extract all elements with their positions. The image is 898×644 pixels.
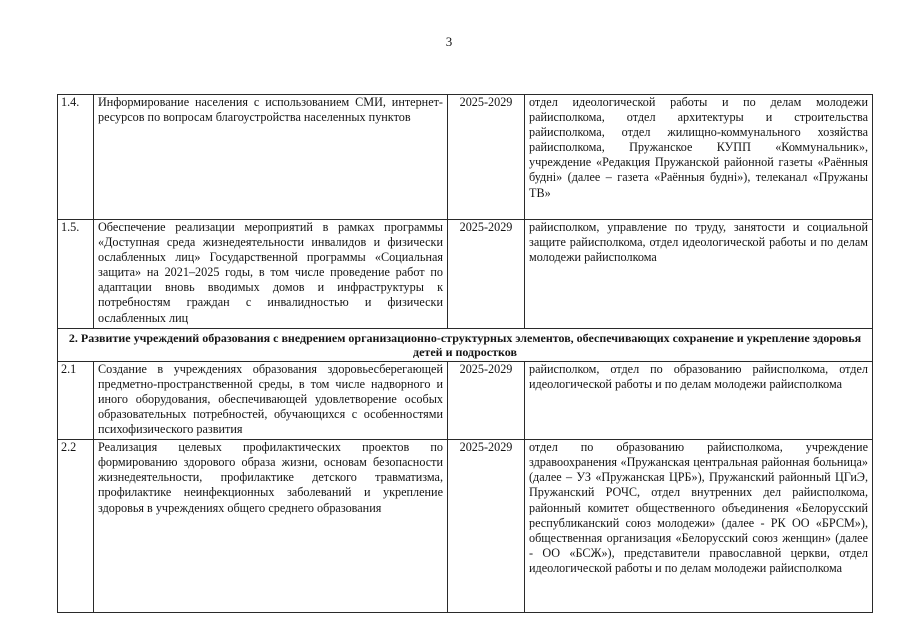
period: 2025-2029 xyxy=(448,440,525,613)
period: 2025-2029 xyxy=(448,95,525,220)
responsible-parties: райисполком, управление по труду, занятости и социальной защите райисполкома, отдел идеологической работы и по делам молодежи райисполкома xyxy=(525,220,873,329)
table-row xyxy=(58,361,873,439)
period: 2025-2029 xyxy=(448,361,525,439)
activity-description: Обеспечение реализации мероприятий в рамках программы «Доступная среда жизнедеятельности инвалидов и физически ослабленных лиц» Государственной программы «Социальная защита» на 2021–2025 годы, в том числе проведение работ по адаптации вновь вводимых домов и инфраструктуры к потребностям граждан с инвалидностью и физически ослабленных лиц xyxy=(94,220,448,329)
responsible-parties: отдел идеологической работы и по делам молодежи райисполкома, отдел архитектуры и строительства райисполкома, отдел жилищно-коммунального хозяйства райисполкома, Пружанское КУПП «Коммунальник», учреждение «Редакция Пружанской районной газеты «Раённыя будні» (далее – газета «Раённыя будні»), телеканал «Пружаны ТВ» xyxy=(525,95,873,220)
row-number: 1.5. xyxy=(58,220,94,329)
activity-description: Информирование населения с использованием СМИ, интернет-ресурсов по вопросам благоустройства населенных пунктов xyxy=(94,95,448,220)
section-header-row xyxy=(58,328,873,361)
period: 2025-2029 xyxy=(448,220,525,329)
action-plan-table xyxy=(57,94,873,613)
row-number: 1.4. xyxy=(58,95,94,220)
table-row xyxy=(58,95,873,220)
table-row xyxy=(58,440,873,613)
activity-description: Реализация целевых профилактических проектов по формированию здорового образа жизни, основам безопасности жизнедеятельности, профилактике детского травматизма, профилактике неинфекционных заболеваний и укрепление здоровья в учреждениях общего среднего образования xyxy=(94,440,448,613)
activity-description: Создание в учреждениях образования здоровьесберегающей предметно-пространственной среды, в том числе надворного и иного оборудования, обеспечивающей удовлетворение особых образовательных потребностей, обучающихся с особенностями психофизического развития xyxy=(94,361,448,439)
row-number: 2.2 xyxy=(58,440,94,613)
table-row xyxy=(58,220,873,329)
responsible-parties: отдел по образованию райисполкома, учреждение здравоохранения «Пружанская центральная районная больница» (далее – УЗ «Пружанская ЦРБ»), Пружанский районный ЦГиЭ, Пружанский РОЧС, отдел внутренних дел райисполкома, районный комитет общественного объединения «Белорусский республиканский союз молодежи» (далее - РК ОО «БРСМ»), общественная организация «Белорусский союз женщин» (далее - ОО «БСЖ»), представители православной церкви, отдел идеологической работы и по делам молодежи райисполкома xyxy=(525,440,873,613)
section-title: 2. Развитие учреждений образования с внедрением организационно-структурных элементов, обеспечивающих сохранение и укрепление здоровья детей и подростков xyxy=(58,328,873,361)
responsible-parties: райисполком, отдел по образованию райисполкома, отдел идеологической работы и по делам молодежи райисполкома xyxy=(525,361,873,439)
row-number: 2.1 xyxy=(58,361,94,439)
page-number: 3 xyxy=(445,34,453,49)
